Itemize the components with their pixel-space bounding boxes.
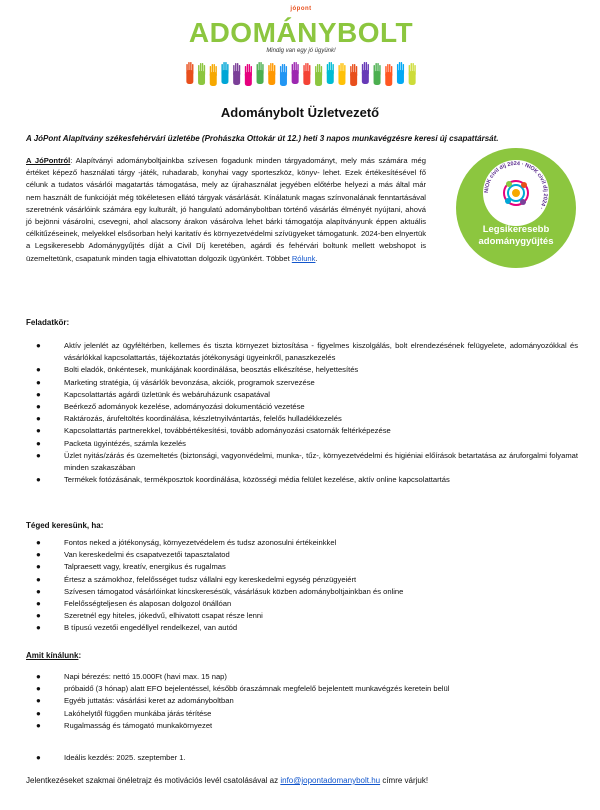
seek-text: Szívesen támogatod vásárlóinkat kincskeresésük, vásárlásuk közben adományboltjainkban és online <box>64 586 404 596</box>
seek-text: Értesz a számokhoz, felelősséget tudsz vállalni egy kereskedelmi egység pénzügyeiért <box>64 574 357 584</box>
offer-item <box>26 683 578 695</box>
bullet: ● <box>36 550 41 560</box>
bullet: ● <box>36 538 41 547</box>
seek-item <box>26 610 578 622</box>
offer-text: Rugalmasság és támogató munkakörnyezet <box>64 720 213 730</box>
offer-text: Lakóhelytől függően munkába járás térítése <box>64 708 212 718</box>
start-list <box>26 752 578 764</box>
seek-text: B típusú vezetői engedéllyel rendelkezel, van autód <box>64 623 238 633</box>
task-text: Beérkező adományok kezelése, adományozási dokumentáció vezetése <box>64 402 305 412</box>
hand-icon <box>280 64 287 86</box>
hand-icon <box>409 63 416 85</box>
bullet: ● <box>36 341 41 350</box>
task-item <box>26 413 578 425</box>
hand-icon <box>268 63 275 85</box>
hand-icon <box>338 63 345 85</box>
seek-item <box>26 537 578 549</box>
task-item <box>26 389 578 401</box>
bullet: ● <box>36 574 41 584</box>
task-item <box>26 438 578 450</box>
hand-icon <box>233 63 240 85</box>
offer-item <box>26 671 578 683</box>
seek-list <box>26 537 578 635</box>
seek-text: Felelősségteljesen és alaposan dolgozol önállóan <box>64 599 232 609</box>
hand-icon <box>210 64 217 86</box>
bullet: ● <box>36 402 41 412</box>
bullet: ● <box>36 450 41 460</box>
adomanybolt-logo <box>176 6 426 88</box>
bullet: ● <box>36 426 41 436</box>
raised-hands-icon <box>184 58 418 86</box>
offer-text: próbaidő (3 hónap) alatt EFO bejelentéssel, később óraszámnak megfelelő bejelentett munkavégzés keretein belül <box>64 684 450 694</box>
bullet: ● <box>36 753 41 762</box>
seek-text: Van kereskedelmi és csapatvezetői tapasztalatod <box>64 550 230 560</box>
award-badge-text <box>456 224 576 248</box>
task-text: Packeta ügyintézés, számla kezelés <box>64 438 186 448</box>
award-badge <box>456 148 576 268</box>
seek-item <box>26 598 578 610</box>
offer-text: Napi bérezés: nettó 15.000Ft (havi max. 15 nap) <box>64 672 227 681</box>
hand-icon <box>257 62 264 84</box>
about-label: A JóPontról <box>26 156 71 165</box>
seek-item <box>26 586 578 598</box>
task-text: Kapcsolattartás agárdi üzletünk és webáruházunk csapatával <box>64 389 270 399</box>
bullet: ● <box>36 389 41 399</box>
hand-icon <box>245 64 252 86</box>
task-text: Üzlet nyitás/zárás és üzemeltetés (biztonsági, vagyonvédelmi, munka-, tűz-, környezetvédelmi és higiéniai előírások betartatása az áruforgalmi folyamat minden szakaszában <box>64 450 578 473</box>
bullet: ● <box>36 599 41 609</box>
hand-icon <box>362 62 369 84</box>
offer-list <box>26 671 578 732</box>
about-text: : Alapítványi adományboltjainkba szívesen fogadunk minden tárgyadományt, mely más számára még értéket képező használati tárgy -játék, ruhadarab, konyhai vagy sporteszköz, könyv- lehet. Ezek értékesítésével fő célunk a tudatos vásárlói magatartás támogatása, mely az újrahasználat jegyében előtérbe helyezi a más által már nem használt de funkcióját még tökéletesen ellátó tárgyak vásárlását. Kínálatunk magas színvonalának fenntartásával szeretnénk vásárlóink számára egy kulturált, jó hangulatú adományboltban történő vásárlás élményét nyújtani, ahová jó bejönni vásárolni, csevegni, ahol alacsony árakon vásárolva lehet bárki támogatója alapítványunk éppen aktuális célkitűzéseinek, melyekkel elsősorban helyi karitatív és környezetvédelmi szívügyeket támogatunk. 2024-ben elnyertük a Legsikeresebb Adománygyűjtés díját a Civil Díj keretében, agárdi és fehérvári boltunk mellett webshopot is üzemeltetünk, csapatunk minden tagja elhivatottan dolgozik ügyünkért. Többet <box>26 156 426 263</box>
about-paragraph <box>26 155 426 265</box>
bullet: ● <box>36 611 41 621</box>
seek-item <box>26 622 578 634</box>
footer-end: címre várjuk! <box>380 776 429 785</box>
bullet: ● <box>36 684 41 694</box>
offer-heading <box>26 651 81 660</box>
task-text: Termékek fotózásának, termékposztok koordinálása, közösségi média felület kezelése, aktív online kapcsolattartás <box>64 475 450 485</box>
bullet: ● <box>36 365 41 375</box>
intro-text: A JóPont Alapítvány székesfehérvári üzletébe (Prohászka Ottokár út 12.) heti 3 napos munkavégzésre keresi új csapattársát. <box>26 134 499 143</box>
task-text: Bolti eladók, önkéntesek, munkájának koordinálása, beosztás elkészítése, helyettesítés <box>64 365 359 375</box>
offer-item <box>26 720 578 732</box>
bullet: ● <box>36 586 41 596</box>
hand-icon <box>292 62 299 84</box>
task-item <box>26 364 578 376</box>
logo-wordmark: ADOMÁNYBOLT <box>188 17 414 48</box>
task-text: Marketing stratégia, új vásárlók bevonzása, akciók, programok szervezése <box>64 377 315 387</box>
bullet: ● <box>36 438 41 448</box>
task-item <box>26 425 578 437</box>
footer-text <box>26 775 578 786</box>
task-item <box>26 474 578 486</box>
task-text: Raktározás, árufeltöltés koordinálása, készletnyilvántartás, felelős hulladékkezelés <box>64 414 342 424</box>
task-item <box>26 450 578 474</box>
seek-text: Talpraesett vagy, kreatív, energikus és rugalmas <box>64 562 226 572</box>
start-item <box>26 752 578 764</box>
email-link[interactable]: info@jopontadomanybolt.hu <box>280 776 381 785</box>
about-link[interactable]: Rólunk <box>291 253 316 263</box>
task-item <box>26 401 578 413</box>
hand-icon <box>327 62 334 84</box>
hand-icon <box>303 63 310 85</box>
hand-icon <box>221 62 228 84</box>
seek-item <box>26 561 578 573</box>
seek-heading: Téged keresünk, ha: <box>26 521 104 530</box>
bullet: ● <box>36 708 41 718</box>
bullet: ● <box>36 377 41 387</box>
bullet: ● <box>36 696 41 706</box>
offer-item <box>26 708 578 720</box>
award-line-2: adománygyűjtés <box>478 236 554 247</box>
seek-item <box>26 549 578 561</box>
offer-heading-text: Amit kínálunk <box>26 651 79 660</box>
bullet: ● <box>36 672 41 681</box>
task-item <box>26 340 578 364</box>
hand-icon <box>397 62 404 84</box>
task-text: Kapcsolattartás partnerekkel, továbbértékesítési, tovább adományozási csatornák feltérképezése <box>64 426 391 436</box>
award-ring-icon <box>481 158 551 228</box>
logo-brand: jópont <box>290 6 312 12</box>
start-text: Ideális kezdés: 2025. szeptember 1. <box>64 753 186 762</box>
offer-text: Egyéb juttatás: vásárlási keret az adományboltban <box>64 696 234 706</box>
bullet: ● <box>36 414 41 424</box>
seek-item <box>26 574 578 586</box>
award-line-1: Legsikeresebb <box>482 224 550 235</box>
task-text: Aktív jelenlét az ügyféltérben, kellemes és tiszta környezet biztosítása - figyelmes kiszolgálás, bolt elrendezésének felügyelete, adományozókkal és vásárlókkal kapcsolattartás, tájékoztatás jótékonysági ügyeinkről, panaszkezelés <box>64 341 578 363</box>
tasks-list <box>26 340 578 486</box>
hand-icon <box>385 64 392 86</box>
offer-item <box>26 695 578 707</box>
seek-text: Fontos neked a jótékonyság, környezetvédelem és tudsz azonosulni értékeinkkel <box>64 538 337 547</box>
hand-icon <box>315 64 322 86</box>
page-title: Adománybolt Üzletvezető <box>220 105 380 120</box>
award-ring-text: NIOK civil díj 2024 · NIOK civil díj 2024 · <box>483 160 549 211</box>
logo-tagline: Mindig van egy jó ügyünk! <box>266 48 336 54</box>
hand-icon <box>374 63 381 85</box>
bullet: ● <box>36 720 41 730</box>
bullet: ● <box>36 562 41 572</box>
tasks-heading: Feladatkör: <box>26 318 70 327</box>
about-end: . <box>315 253 318 263</box>
bullet: ● <box>36 623 41 633</box>
offer-heading-colon: : <box>78 651 82 660</box>
footer-lead: Jelentkezéseket szakmai önéletrajz és motivációs levél csatolásával az <box>26 776 281 785</box>
hand-icon <box>186 62 193 84</box>
bullet: ● <box>36 475 41 485</box>
hand-icon <box>198 63 205 85</box>
hand-icon <box>350 64 357 86</box>
task-item <box>26 377 578 389</box>
seek-text: Szeretnél egy hiteles, jókedvű, elhivatott csapat része lenni <box>64 611 263 621</box>
